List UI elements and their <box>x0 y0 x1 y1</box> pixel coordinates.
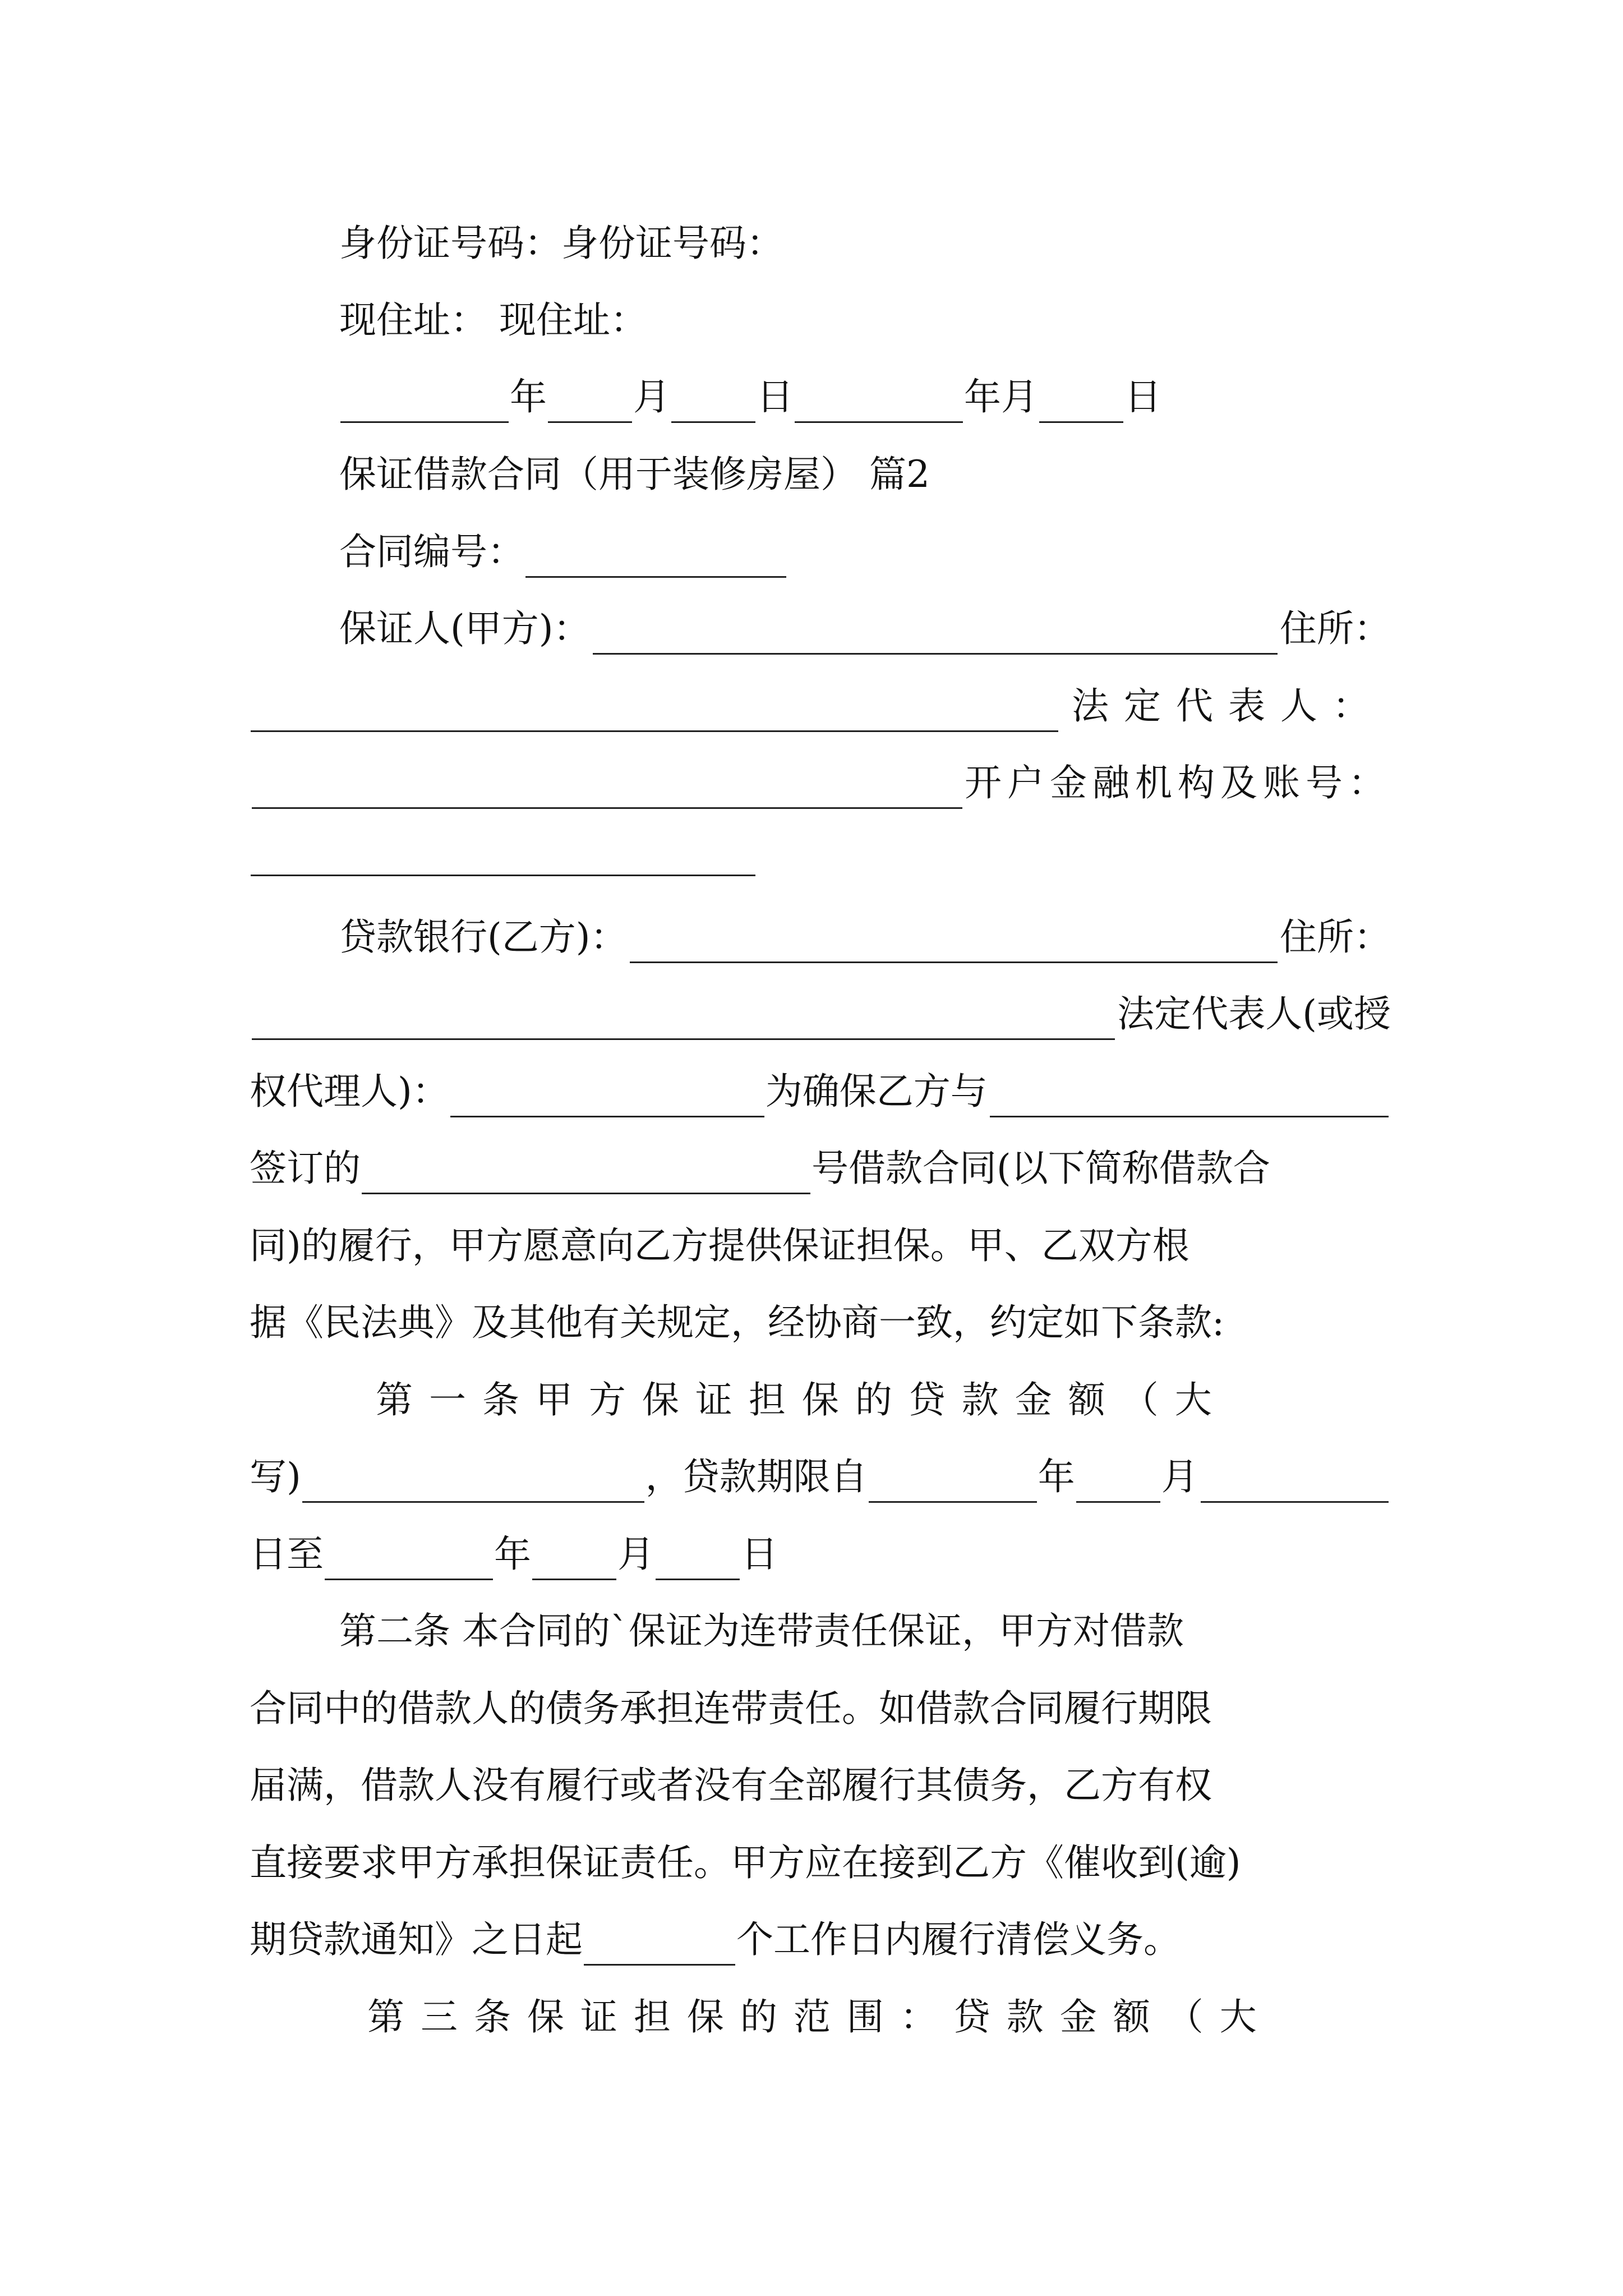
blank-line <box>250 825 1391 876</box>
blank-field <box>869 1462 1037 1503</box>
blank-field <box>630 922 1278 963</box>
blank-field <box>340 382 509 423</box>
legal-rep-label: 法 定 代 表 人 ： <box>1072 684 1370 728</box>
article-1-line <box>250 1374 1391 1426</box>
lender-line <box>250 912 1391 963</box>
residence-label: 住所： <box>1280 915 1391 959</box>
article-2-text: 届满，借款人没有履行或者没有全部履行其债务，乙方有权 <box>250 1764 1212 1807</box>
blank-field <box>584 1925 735 1966</box>
paragraph-line <box>250 1220 1391 1272</box>
article-2-text: 期贷款通知》之日起 <box>250 1918 583 1961</box>
legal-rep-agent-label: 法定代表人(或授 <box>1117 992 1391 1036</box>
loan-term-label: ，贷款期限自 <box>645 1455 868 1498</box>
day-label: 日 <box>1124 375 1161 418</box>
residence-label: 住所： <box>1280 607 1391 650</box>
agent-line <box>250 1066 1391 1117</box>
blank-field <box>252 999 1115 1040</box>
blank-field <box>1039 382 1123 423</box>
id-number-line <box>250 218 1391 269</box>
blank-field <box>450 1076 764 1117</box>
month-label: 月 <box>1161 1455 1198 1498</box>
blank-field <box>1201 1462 1389 1503</box>
contract-no-label: 合同编号： <box>339 530 524 573</box>
loan-contract-label: 号借款合同(以下简称借款合 <box>811 1147 1270 1190</box>
blank-field <box>525 537 786 578</box>
blank-field <box>795 382 963 423</box>
bank-account-line <box>250 757 1391 809</box>
address-line <box>250 295 1391 346</box>
bank-account-label: 开户金融机构及账号： <box>965 761 1391 804</box>
to-ensure-label: 为确保乙方与 <box>765 1070 988 1113</box>
contract-title <box>250 449 1391 500</box>
blank-field <box>251 835 755 876</box>
article-1-end-line <box>250 1529 1391 1580</box>
article-2-line <box>250 1760 1391 1811</box>
year-label: 年 <box>510 375 547 418</box>
blank-field <box>325 1539 493 1580</box>
blank-field <box>656 1539 740 1580</box>
paragraph-text: 同)的履行，甲方愿意向乙方提供保证担保。甲、乙双方根 <box>250 1224 1189 1267</box>
article-2-line <box>250 1914 1391 1966</box>
to-label: 日至 <box>250 1533 324 1576</box>
blank-field <box>251 691 1058 732</box>
article-1-term-line <box>250 1451 1391 1503</box>
address-label: 现住址： 现住址： <box>339 298 647 342</box>
date-line <box>250 371 1391 423</box>
blank-field <box>1076 1462 1160 1503</box>
contract-title-text: 保证借款合同（用于装修房屋） 篇2 <box>339 453 930 496</box>
legal-rep-agent-line <box>250 988 1391 1040</box>
article-2-line <box>250 1683 1391 1734</box>
signed-label: 签订的 <box>250 1147 361 1190</box>
blank-field <box>990 1076 1389 1117</box>
article-3-line <box>250 1991 1391 2043</box>
year-month-label: 年月 <box>964 375 1038 418</box>
article-2-line <box>250 1605 1391 1657</box>
blank-field <box>302 1462 644 1503</box>
article-1-text: 第 一 条 甲 方 保 证 担 保 的 贷 款 金 额 （ 大 <box>376 1378 1212 1421</box>
article-2-text: 合同中的借款人的债务承担连带责任。如借款合同履行期限 <box>250 1687 1212 1730</box>
guarantor-label: 保证人(甲方)： <box>339 607 591 650</box>
year-label: 年 <box>494 1533 531 1576</box>
blank-field <box>548 382 632 423</box>
article-2-text: 直接要求甲方承担保证责任。甲方应在接到乙方《催收到(逾) <box>250 1841 1241 1884</box>
month-label: 月 <box>633 375 670 418</box>
blank-field <box>671 382 755 423</box>
guarantor-line <box>250 603 1391 655</box>
day-label: 日 <box>741 1533 778 1576</box>
legal-rep-line <box>250 680 1391 732</box>
year-label: 年 <box>1038 1455 1075 1498</box>
signed-line <box>250 1143 1391 1194</box>
paragraph-line <box>250 1297 1391 1349</box>
day-label: 日 <box>757 375 794 418</box>
agent-label: 权代理人)： <box>250 1070 449 1113</box>
month-label: 月 <box>617 1533 654 1576</box>
blank-field <box>362 1153 810 1194</box>
article-3-text: 第 三 条 保 证 担 保 的 范 围 ： 贷 款 金 额 （ 大 <box>367 1995 1257 2039</box>
write-label: 写) <box>250 1455 301 1498</box>
contract-no-line <box>250 526 1391 578</box>
lender-label: 贷款银行(乙方)： <box>339 915 628 959</box>
article-2-text: 个工作日内履行清偿义务。 <box>736 1918 1181 1961</box>
blank-field <box>532 1539 616 1580</box>
id-number-label: 身份证号码：身份证号码： <box>339 222 783 265</box>
blank-field <box>593 614 1278 655</box>
blank-field <box>252 768 962 809</box>
article-2-text: 第二条 本合同的`保证为连带责任保证，甲方对借款 <box>339 1609 1184 1653</box>
paragraph-text: 据《民法典》及其他有关规定，经协商一致，约定如下条款: <box>250 1301 1225 1344</box>
article-2-line <box>250 1837 1391 1889</box>
